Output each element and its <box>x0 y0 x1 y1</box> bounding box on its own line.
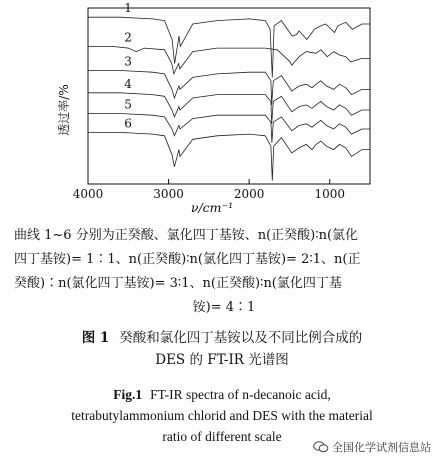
x-axis-ticks <box>73 179 345 201</box>
wechat-icon <box>313 441 329 453</box>
figure-caption-cn <box>14 224 434 320</box>
series-label-2: 2 <box>124 30 132 45</box>
caption-line: 铵)= 4∶1 <box>192 300 256 315</box>
x-tick-label: 3000 <box>153 187 184 201</box>
series-label-1: 1 <box>124 1 132 16</box>
figure-title-cn <box>0 327 444 371</box>
caption-line: 曲线 1~6 分别为正癸酸、氯化四丁基铵、n(正癸酸)∶n(氯化 <box>14 228 359 243</box>
series-label-4: 4 <box>124 76 132 91</box>
figure-title-en <box>0 384 444 447</box>
spectrum-line-6 <box>88 132 370 180</box>
figure-title-en-line: tetrabutylammonium chlorid and DES with the material <box>71 408 373 423</box>
figure-title-en-line: ratio of different scale <box>162 429 282 444</box>
series-labels <box>124 1 132 130</box>
series-label-6: 6 <box>124 116 132 131</box>
series-label-5: 5 <box>124 97 132 112</box>
x-tick-label: 2000 <box>233 187 265 201</box>
caption-line: 四丁基铵)= 1∶1、n(正癸酸)∶n(氯化四丁基铵)= 2∶1、n(正 <box>14 252 361 267</box>
watermark-text: 全国化学试剂信息站 <box>332 441 431 454</box>
figure-title-cn-line: 癸酸和氯化四丁基铵以及不同比例合成的 <box>119 330 363 346</box>
x-axis-label: ν/cm⁻¹ <box>190 200 234 215</box>
series-label-3: 3 <box>124 54 132 69</box>
figure-number-en: Fig.1 <box>113 387 143 402</box>
figure-title-cn-line: DES 的 FT-IR 光谱图 <box>155 352 289 368</box>
figure-number-cn: 图 1 <box>81 330 110 346</box>
y-axis-label: 透过率/% <box>57 84 71 136</box>
x-tick-label: 1000 <box>314 187 345 201</box>
figure-title-en-line: FT-IR spectra of n-decanoic acid, <box>150 387 331 402</box>
x-tick-label: 4000 <box>72 187 104 201</box>
watermark <box>313 439 431 455</box>
ftir-chart <box>0 0 444 222</box>
caption-line: 癸酸)∶n(氯化四丁基铵)= 3∶1、n(正癸酸)∶n(氯化四丁基 <box>14 276 342 291</box>
